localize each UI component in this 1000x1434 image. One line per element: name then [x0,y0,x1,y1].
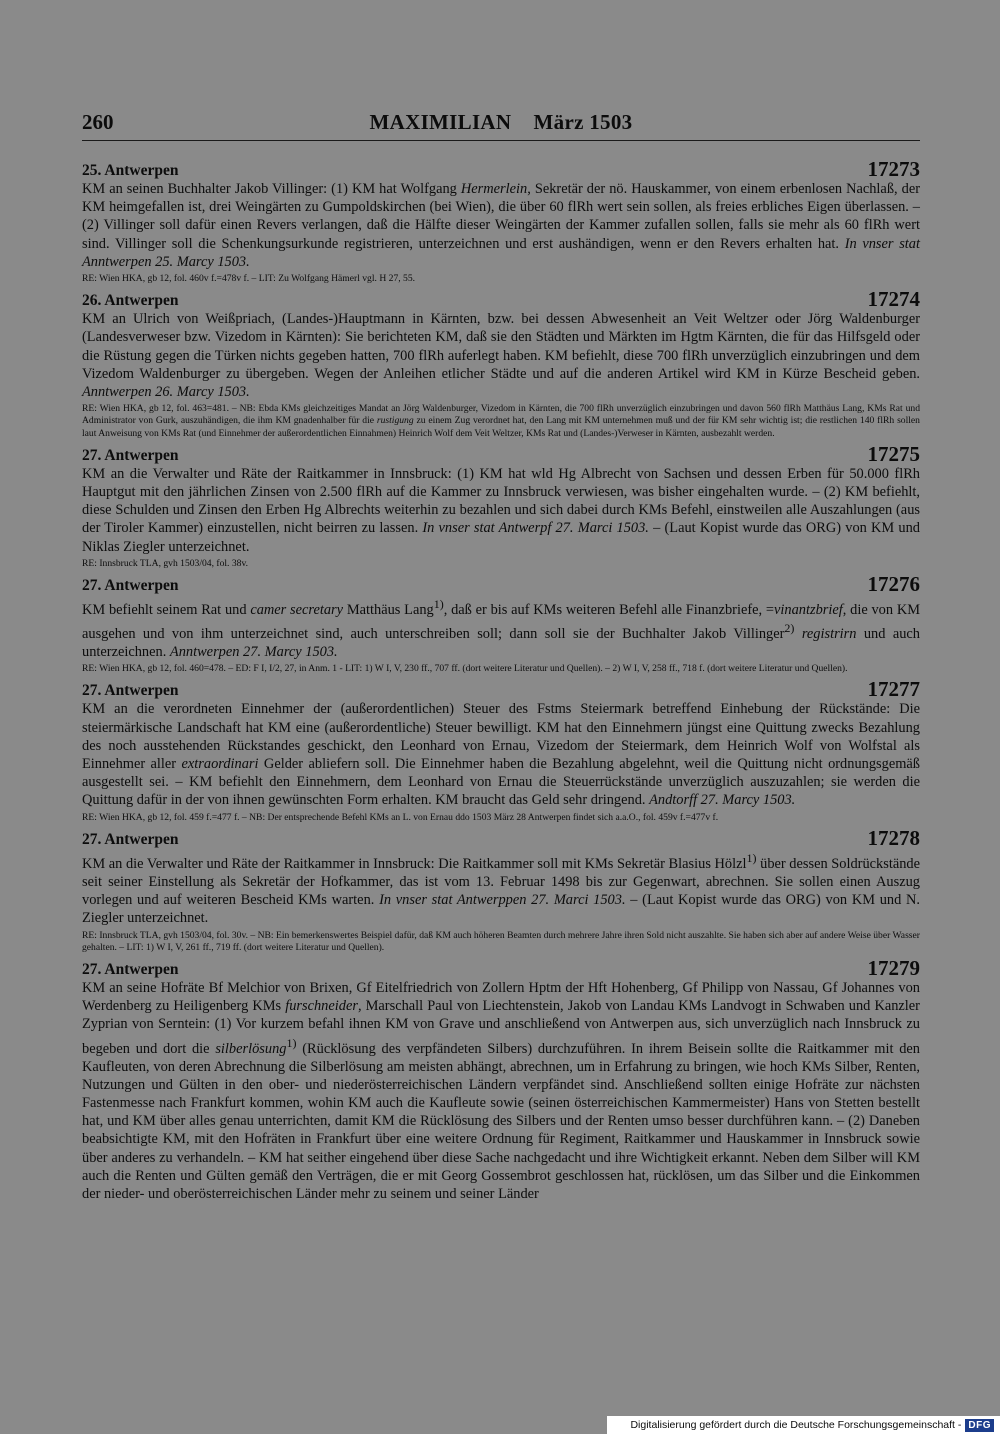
regest-number: 17278 [867,825,920,850]
dfg-logo: DFG [965,1419,994,1432]
regest-date-place: 27. Antwerpen [82,446,179,464]
regest-text: KM an seinen Buchhalter Jakob Villinger: (1) KM hat Wolfgang Hermerlein, Sekretär der nö. Hauskammer, von einem erbenlosen Nachlaß, der KM heimgefallen ist, drei Weingärten zu Gumpoldskirchen (bei Wien), die über 60 flRh wert sein sollen, als freies erbliches Eigen überlassen. – (2) Villinger soll dafür einen Revers verlangen, daß die Hälfte dieser Weingärten der Kammer zufallen sollen, falls sie mehr als 60 flRh wert sind. Villinger soll die Schenkungsurkunde registrieren, unterzeichnen und erst aushändigen, wenn er den Revers erhalten hat. In vnser stat Anntwerpen 25. Marcy 1503. [82,181,920,270]
regest-entry [82,158,920,285]
regest-date-place: 27. Antwerpen [82,682,179,700]
regest-heading [82,158,920,180]
regest-entry [82,573,920,675]
regest-references: RE: Wien HKA, gb 12, fol. 459 f.=477 f. – NB: Der entsprechende Befehl KMs an L. von Ernau ddo 1503 März 28 Antwerpen findet sich a.a.O., fol. 459v f.=477v f. [82,811,719,823]
regest-references: RE: Innsbruck TLA, gvh 1503/04, fol. 38v. [82,557,249,569]
regest-entry [82,678,920,823]
regest-heading [82,957,920,979]
regest-entry [82,443,920,570]
footer-credit: Digitalisierung gefördert durch die Deutsche Forschungsgemeinschaft - [630,1419,962,1431]
page-title: MAXIMILIAN März 1503 [369,110,633,134]
regest-number: 17277 [867,677,920,702]
digitization-footer [607,1416,1000,1434]
regest-heading [82,443,920,465]
regest-text: KM befiehlt seinem Rat und camer secretary Matthäus Lang$^{1)}$, daß er bis auf KMs weiteren Befehl alle Finanzbriefe, =vinantzbrief, die von KM ausgehen und von ihm unterzeichnet sind, auch unterschreiben soll; dann soll sie der Buchhalter Jakob Villinger$^{2)}$ registrirn und auch unterzeichnen. Anntwerpen 27. Marcy 1503. [82,597,921,661]
regest-entry [82,288,920,440]
regest-text: KM an seine Hofräte Bf Melchior von Brixen, Gf Eitelfriedrich von Zollern Hptm der Hft Hohenberg, Gf Philipp von Nassau, Gf Johannes von Werdenberg zu Heiligenberg KMs furschneider, Marschall Paul von Liechtenstein, Jakob von Landau KMs Landvogt in Schwaben und Kanzler Zyprian von Serntein: (1) Vor kurzem befahl ihnen KM von Grave und anschließend von Antwerpen aus, sich unverzüglich nach Innsbruck zu begeben und dort die silberlösung$^{1)}$ (Rücklösung des verpfändeten Silbers) durchzuführen. In ihrem Beisein sollte die Raitkammer mit den Kaufleuten, von deren Abrechnung die Silberlösung am meisten abhängt, abrechnen, um in Erfahrung zu bringen, wie hoch KMs Silber, Renten, Nutzungen und Gülten in den ober- und niederösterreichischen Ländern verpfändet sind. Anschließend sollten einige Hofräte zur nächsten Fastenmesse nach Frankfurt kommen, wohin KM auch die Kaufleute sowie (seinen österreichischen Kammermeister) Hans von Stetten bestellt hat, und KM über alles genau unterrichten, damit KM die Rücklösung des Silbers und der Renten umso besser durchführen kann. – (2) Daneben beabsichtigte KM, mit den Hofräten in Frankfurt über eine weitere Ordnung für Regiment, Raitkammer und Hauskammer in Innsbruck sowie über anderes zu verhandeln. – KM hat seither eingehend über diese Sache nachgedacht und ihre Wichtigkeit erkannt. Neben dem Silber will KM auch die Renten und Gülten gemäß den Verträgen, die er mit Georg Gossembrot geschlossen hat, rücklösen, um das Silber und die Einkommen der nieder- und oberösterreichischen Länder mehr zu seinem und seiner Länder [82,979,920,1202]
regest-references: RE: Wien HKA, gb 12, fol. 460=478. – ED: F I, I/2, 27, in Anm. 1 - LIT: 1) W I, V, 230 ff., 707 ff. (dort weitere Literatur und Quellen). – 2) W I, V, 258 ff., 718 f. (dort weitere Literatur und Quellen). [82,663,848,675]
regest-number: 17275 [867,441,920,466]
regest-references: RE: Wien HKA, gb 12, fol. 463=481. – NB: Ebda KMs gleichzeitiges Mandat an Jörg Waldenburger, Vizedom in Kärnten, die 700 flRh unverzüglich einzubringen und davon 560 flRh Matthäus Lang, KMs Rat und Administrator von Gurk, auszuhändigen, die ihm KM gnadenhalber für die rustigung zu einem Zug verordnet hat, den Lang mit KM unternehmen muß und der für KM sehr wichtig ist; die restlichen 140 flRh sollen laut Anweisung von KMs Rat (und Einnehmer der außerordentlichen Einnahmen) Heinrich Wolf dem Veit Weltzer, KMs Rat und (Landes-)Verweser in Kärnten, ausbezahlt werden. [82,403,920,439]
regest-date-place: 26. Antwerpen [82,292,179,310]
regesta-list [82,158,920,1205]
regest-heading [82,827,920,849]
regest-number: 17273 [867,157,920,181]
regest-heading [82,573,920,595]
regest-number: 17276 [867,572,920,597]
regest-entry [82,827,920,954]
page-number: 260 [82,110,114,134]
regest-number: 17279 [867,955,920,980]
regest-date-place: 25. Antwerpen [82,162,179,179]
regest-heading [82,678,920,700]
regest-text: KM an die verordneten Einnehmer der (außerordentlichen) Steuer des Fstms Steiermark betreffend Einhebung der Rückstände: Die steiermärkische Landschaft hat KM eine (außerordentliche) Steuer bewilligt. KM hat den Einnehmern jüngst eine Quittung zwecks Bezahlung des noch ausstehenden Rückstandes geschickt, den Leonhard von Ernau, Vizedom der Steiermark, dem Heinrich Wolf von Wolfstal als Einnehmer aller extraordinari Gelder abliefern soll. Die Einnehmer haben die Bezahlung abgelehnt, weil die Quittung nicht ordnungsgemäß ausgestellt sei. – KM befiehlt den Einnehmern, dem Leonhard von Ernau die Steuerrückstände unverzüglich auszuzahlen; sie werden die Quittung dafür in der von ihnen gewünschten Form erhalten. KM braucht das Geld sehr dringend. Andtorff 27. Marcy 1503. [82,701,920,809]
regest-date-place: 27. Antwerpen [82,960,179,978]
running-header [82,110,920,141]
regest-references: RE: Wien HKA, gb 12, fol. 460v f.=478v f. – LIT: Zu Wolfgang Hämerl vgl. H 27, 55. [82,273,416,285]
regest-text: KM an Ulrich von Weißpriach, (Landes-)Hauptmann in Kärnten, bzw. bei dessen Abwesenheit an Veit Weltzer oder Jörg Waldenburger (Landesverweser bzw. Vizedom in Kärnten): Sie berichteten KM, daß sie den Städten und Märkten im Hgtm Kärnten, die für das Hilfsgeld oder die Rüstung gegen die Türken nichts gegeben hatten, 700 flRh auferlegt haben. KM befiehlt, diese 700 flRh unverzüglich einzubringen und dem Vizedom Waldenburger zu übergeben. Wegen der Anleihen etlicher Städte und auf die anderen Artikel wird KM in Kürze Bescheid geben. Anntwerpen 26. Marcy 1503. [82,311,920,401]
regest-text: KM an die Verwalter und Räte der Raitkammer in Innsbruck: Die Raitkammer soll mit KMs Sekretär Blasius Hölzl$^{1)}$ über dessen Soldrückstände seit seiner Einstellung als Sekretär der Hofkammer, das ist vom 13. Februar 1498 bis zur Gegenwart, abrechnen. Sie sollen einen Auszug vorlegen und auf weiteren Bescheid KMs warten. In vnser stat Antwerppen 27. Marci 1503. – (Laut Kopist wurde das ORG) von KM und N. Ziegler unterzeichnet. [82,850,920,927]
regest-date-place: 27. Antwerpen [82,577,179,595]
regest-references: RE: Innsbruck TLA, gvh 1503/04, fol. 30v. – NB: Ein bemerkenswertes Beispiel dafür, daß KM auch höheren Beamten durch mehrere Jahre ihren Sold nicht auszahlte. Sie haben sich aber auf andere Weise über Wasser gehalten. – LIT: 1) W I, V, 261 ff., 719 ff. (dort weitere Literatur und Quellen). [82,929,920,953]
regest-heading [82,288,920,310]
regest-entry [82,957,920,1203]
regest-date-place: 27. Antwerpen [82,830,179,848]
regest-number: 17274 [867,287,920,312]
regest-text: KM an die Verwalter und Räte der Raitkammer in Innsbruck: (1) KM hat wld Hg Albrecht von Sachsen und dessen Erben für 50.000 flRh Hauptgut mit den jährlichen Zinsen von 2.500 flRh auf die Kammer zu Innsbruck verwiesen, was bisher eingehalten wurde. – (2) KM befiehlt, diese Schulden und Zinsen den Erben Hg Albrechts weiterhin zu bezahlen und sich dabei durch KMs Befehl, einstweilen alle Auszahlungen (aus der Tiroler Kammer) einzustellen, nicht beirren zu lassen. In vnser stat Antwerpf 27. Marci 1503. – (Laut Kopist wurde das ORG) von KM und Niklas Ziegler unterzeichnet. [82,465,920,555]
